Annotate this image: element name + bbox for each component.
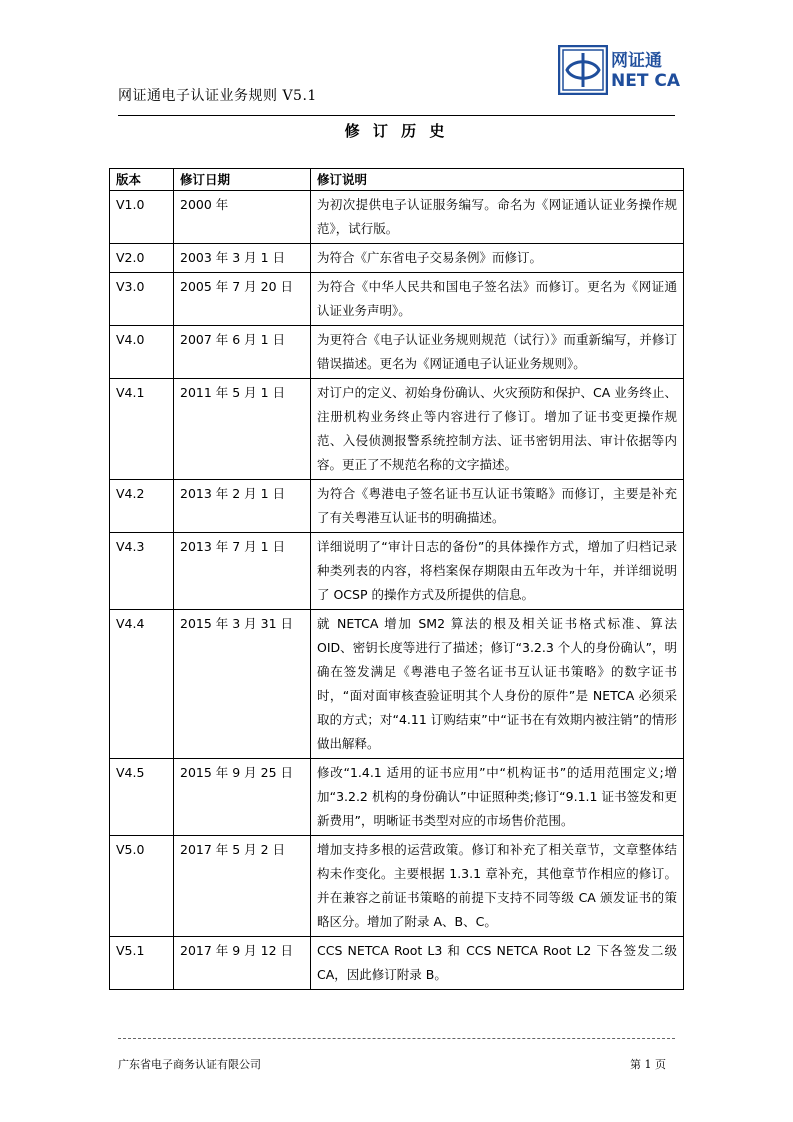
column-header-version: 版本	[110, 169, 174, 191]
table-row	[110, 937, 684, 990]
table-row	[110, 273, 684, 326]
cell-date: 2007 年 6 月 1 日	[174, 326, 311, 379]
footer-divider	[118, 1038, 675, 1039]
table-row	[110, 244, 684, 273]
cell-description: 对订户的定义、初始身份确认、火灾预防和保护、CA 业务终止、注册机构业务终止等内容进行了修订。增加了证书变更操作规范、入侵侦测报警系统控制方法、证书密钥用法、审计依据等内容。更正了不规范名称的文字描述。	[311, 379, 684, 480]
column-header-date: 修订日期	[174, 169, 311, 191]
cell-date: 2015 年 9 月 25 日	[174, 759, 311, 836]
header-divider	[118, 115, 675, 116]
cell-date: 2013 年 2 月 1 日	[174, 480, 311, 533]
cell-date: 2011 年 5 月 1 日	[174, 379, 311, 480]
cell-version: V5.1	[110, 937, 174, 990]
cell-description: 为符合《粤港电子签名证书互认证书策略》而修订，主要是补充了有关粤港互认证书的明确描述。	[311, 480, 684, 533]
cell-version: V4.4	[110, 610, 174, 759]
cell-version: V5.0	[110, 836, 174, 937]
footer-page-number: 第 1 页	[630, 1058, 666, 1071]
cell-description: 为初次提供电子认证服务编写。命名为《网证通认证业务操作规范》，试行版。	[311, 191, 684, 244]
cell-version: V4.1	[110, 379, 174, 480]
cell-version: V4.5	[110, 759, 174, 836]
footer-company: 广东省电子商务认证有限公司	[118, 1058, 261, 1071]
table-row	[110, 836, 684, 937]
cell-description: 修改“1.4.1 适用的证书应用”中“机构证书”的适用范围定义;增加“3.2.2 机构的身份确认”中证照种类;修订“9.1.1 证书签发和更新费用”，明晰证书类型对应的市场售价范围。	[311, 759, 684, 836]
logo-text-en: NET CA	[611, 71, 680, 91]
table-row	[110, 759, 684, 836]
revision-history-table	[109, 168, 684, 990]
cell-version: V1.0	[110, 191, 174, 244]
table-header-row	[110, 169, 684, 191]
cell-date: 2013 年 7 月 1 日	[174, 533, 311, 610]
logo-text-cn: 网证通	[611, 51, 662, 71]
cell-date: 2003 年 3 月 1 日	[174, 244, 311, 273]
cell-description: 增加支持多根的运营政策。修订和补充了相关章节，文章整体结构未作变化。主要根据 1.3.1 章补充，其他章节作相应的修订。并在兼容之前证书策略的前提下支持不同等级 CA 颁发证书的策略区分。增加了附录 A、B、C。	[311, 836, 684, 937]
cell-description: CCS NETCA Root L3 和 CCS NETCA Root L2 下各签发二级 CA，因此修订附录 B。	[311, 937, 684, 990]
cell-description: 为更符合《电子认证业务规则规范（试行）》而重新编写，并修订错误描述。更名为《网证通电子认证业务规则》。	[311, 326, 684, 379]
cell-date: 2017 年 9 月 12 日	[174, 937, 311, 990]
cell-date: 2000 年	[174, 191, 311, 244]
table-row	[110, 191, 684, 244]
cell-description: 为符合《中华人民共和国电子签名法》而修订。更名为《网证通认证业务声明》。	[311, 273, 684, 326]
cell-description: 为符合《广东省电子交易条例》而修订。	[311, 244, 684, 273]
document-title: 网证通电子认证业务规则 V5.1	[118, 88, 317, 104]
table-row	[110, 533, 684, 610]
netca-logo-icon	[558, 45, 608, 95]
cell-description: 就 NETCA 增加 SM2 算法的根及相关证书格式标准、算法 OID、密钥长度等进行了描述；修订“3.2.3 个人的身份确认”，明确在签发满足《粤港电子签名证书互认证书策略》的数字证书时，“面对面审核查验证明其个人身份的原件”是 NETCA 必须采取的方式；对“4.11 订购结束”中“证书在有效期内被注销”的情形做出解释。	[311, 610, 684, 759]
cell-description: 详细说明了“审计日志的备份”的具体操作方式，增加了归档记录种类列表的内容，将档案保存期限由五年改为十年，并详细说明了 OCSP 的操作方式及所提供的信息。	[311, 533, 684, 610]
netca-logo	[558, 45, 680, 97]
cell-version: V4.2	[110, 480, 174, 533]
table-row	[110, 379, 684, 480]
cell-date: 2015 年 3 月 31 日	[174, 610, 311, 759]
cell-version: V4.3	[110, 533, 174, 610]
table-row	[110, 480, 684, 533]
cell-date: 2017 年 5 月 2 日	[174, 836, 311, 937]
cell-version: V4.0	[110, 326, 174, 379]
table-row	[110, 610, 684, 759]
column-header-description: 修订说明	[311, 169, 684, 191]
cell-version: V3.0	[110, 273, 174, 326]
cell-version: V2.0	[110, 244, 174, 273]
table-row	[110, 326, 684, 379]
cell-date: 2005 年 7 月 20 日	[174, 273, 311, 326]
page-heading: 修 订 历 史	[344, 122, 449, 140]
